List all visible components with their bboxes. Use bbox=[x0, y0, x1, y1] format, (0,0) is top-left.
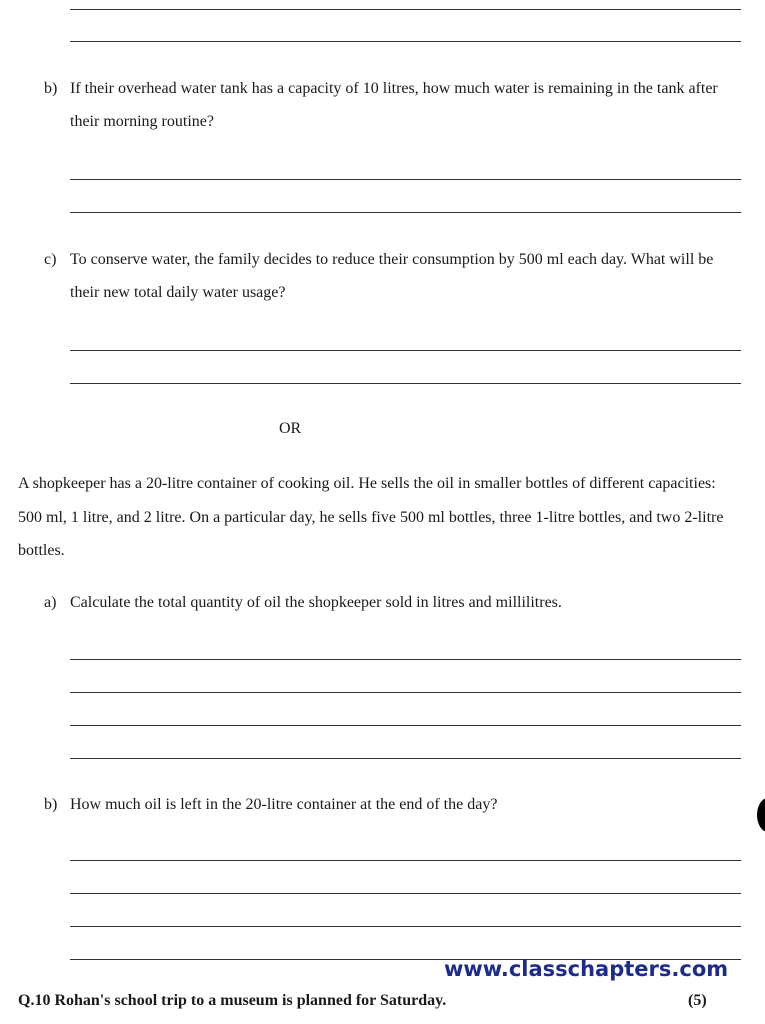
question-marks: (5) bbox=[688, 992, 707, 1009]
answer-line bbox=[70, 383, 741, 384]
next-question-title: Q.10 Rohan's school trip to a museum is planned for Saturday. bbox=[18, 992, 447, 1009]
question-label: a) bbox=[44, 594, 57, 611]
answer-line bbox=[70, 212, 741, 213]
answer-line bbox=[70, 350, 741, 351]
question-text: Calculate the total quantity of oil the shopkeeper sold in litres and millilitres. bbox=[70, 594, 562, 611]
answer-line bbox=[70, 893, 741, 894]
answer-line bbox=[70, 41, 741, 42]
answer-line bbox=[70, 659, 741, 660]
question-label: b) bbox=[44, 80, 58, 97]
edge-mark-icon bbox=[757, 798, 765, 832]
question-text: If their overhead water tank has a capacity of 10 litres, how much water is remaining in the tank after their morning routine? bbox=[70, 80, 718, 130]
answer-line bbox=[70, 758, 741, 759]
answer-line bbox=[70, 926, 741, 927]
answer-line bbox=[70, 860, 741, 861]
answer-line bbox=[70, 692, 741, 693]
alternative-question-text: A shopkeeper has a 20-litre container of cooking oil. He sells the oil in smaller bottles of different capacities: 500 ml, 1 litre, and 2 litre. On a particular day, he sells five 500 ml bottles, three 1-litre bottles, and two 2-litre bottles. bbox=[18, 475, 724, 559]
watermark-url: www.classchapters.com bbox=[444, 957, 729, 981]
question-label: b) bbox=[44, 796, 58, 813]
question-label: c) bbox=[44, 251, 57, 268]
answer-line bbox=[70, 9, 741, 10]
answer-line bbox=[70, 725, 741, 726]
question-text: To conserve water, the family decides to reduce their consumption by 500 ml each day. What will be their new total daily water usage? bbox=[70, 251, 714, 301]
answer-line bbox=[70, 179, 741, 180]
or-divider: OR bbox=[279, 420, 302, 437]
question-text: How much oil is left in the 20-litre container at the end of the day? bbox=[70, 796, 498, 813]
